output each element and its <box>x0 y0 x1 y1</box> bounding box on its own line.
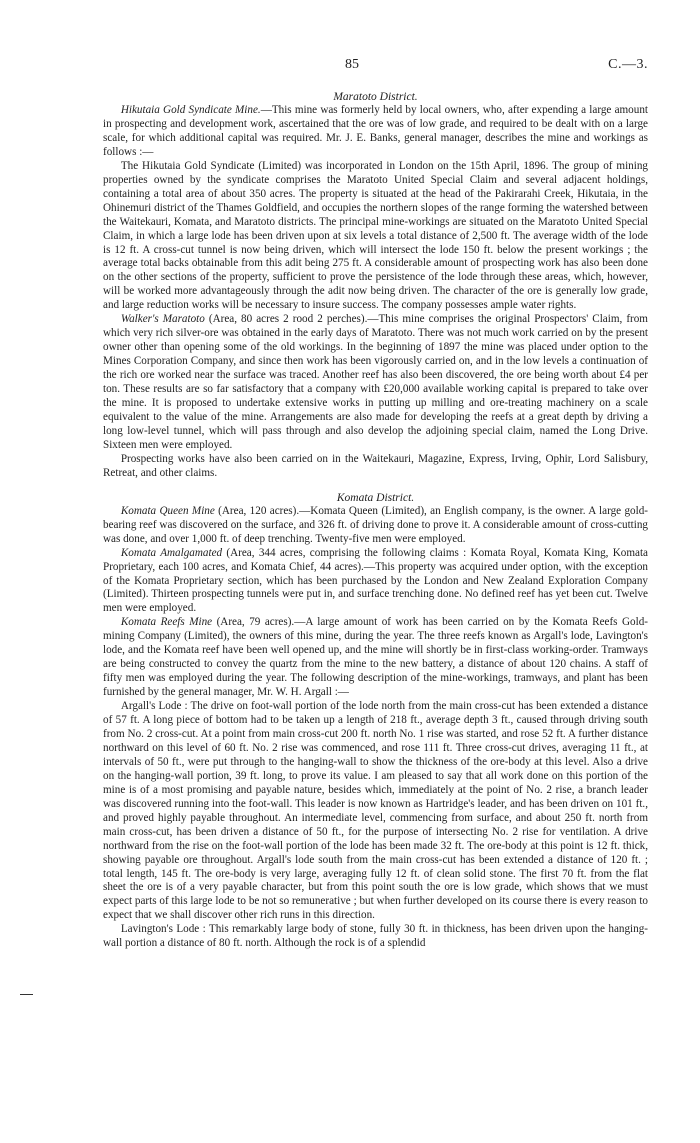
paragraph-argalls-lode <box>103 700 648 923</box>
paragraph-title: Walker's Maratoto <box>120 313 205 326</box>
paragraph-title: Hikutaia Gold Syndicate Mine. <box>120 104 261 116</box>
section-heading-maratoto: Maratoto District. <box>333 91 418 103</box>
paragraph-text: —This mine was formerly held by local owners, who, after expending a large amount in prospecting and development work, ascertained that the ore was of low grade, and required to be dealt with on a large scale, for which additional capital was required. Mr. J. E. Banks, general manager, describes the mine and workings as follows :— <box>103 104 648 158</box>
margin-mark <box>20 994 33 995</box>
paragraph-title: Komata Queen Mine <box>120 504 215 517</box>
paragraph-text: Prospecting works have also been carried on in the Waitekauri, Magazine, Express, Irving, Ophir, Lord Salisbury, Retreat, and other claims. <box>103 452 648 479</box>
paragraph-text: The Hikutaia Gold Syndicate (Limited) was incorporated in London on the 15th April, 1896. The group of mining properties owned by the syndicate comprises the Maratoto United Special Claim and several adjacent holdings, containing a total area of about 350 acres. The property is situated at the head of the Pakirarahi Creek, Hikutaia, in the Ohinemuri district of the Thames Goldfield, and occupies the northern slopes of the range forming the watershed between the Waitekauri, Komata, and Maratoto districts. The principal mine-workings are situated on the Maratoto United Special Claim, in which a large lode has been driven upon at six levels a total distance of 2,500 ft. The average width of the lode is 12 ft. A cross-cut tunnel is now being driven, which will intersect the lode 150 ft. below the present workings ; the average total backs obtainable from this adit being 275 ft. A considerable amount of prospecting work has also been done on the other sections of the property, sufficient to prove the persistence of the lode through these areas, which, however, will be worked more advantageously through the adit now being driven. The character of the ore is generally low grade, and large reduction works will be necessary to insure success. The company possesses ample water rights. <box>103 159 648 312</box>
paragraph-text: Lavington's Lode : This remarkably large body of stone, fully 30 ft. in thickness, has been driven upon the hanging-wall portion a distance of 80 ft. north. Although the rock is of a splendid <box>103 923 648 950</box>
paragraph-hikutaia-syndicate <box>103 160 648 313</box>
paragraph-text: (Area, 80 acres 2 rood 2 perches).—This mine comprises the original Prospectors' Claim, from which very rich silver-ore was obtained in the early days of Maratoto. There was not much work carried on by the present owner other than opening some of the old workings. In the beginning of 1897 the mine was placed under option to the Mines Corporation Company, and since then work has been vigorously carried on, and in the low levels a continuation of the rich ore worked near the surface was traced. Another reef has also been discovered, the ore being worth about £4 per ton. These results are so far satisfactory that a company with £20,000 available working capital is prepared to take over the mine. It is proposed to undertake extensive works in putting up milling and ore-treating machinery on a scale equivalent to the value of the mine. Arrangements are also made for developing the reefs at a great depth by driving a long low-level tunnel, which will pass through and also develop the adjoining special claim, named the Long Drive. Sixteen men were employed. <box>103 313 648 451</box>
paragraph-komata-queen <box>103 505 648 547</box>
paragraph-title: Komata Amalgamated <box>120 546 223 559</box>
section-heading-komata: Komata District. <box>336 491 415 504</box>
paragraph-text: (Area, 120 acres).—Komata Queen (Limited), an English company, is the owner. A large gold-bearing reef was discovered on the surface, and 326 ft. of driving done to prove it. A considerable amount of cross-cutting was done, and over 1,000 ft. of deep trenching. Twenty-five men were employed. <box>103 504 648 545</box>
paragraph-text: (Area, 344 acres, comprising the following claims : Komata Royal, Komata King, Komata Proprietary, each 100 acres, and Komata Chief, 44 acres).—This property was acquired under option, with the exception of the Komata Proprietary section, which has been purchased by the London and New Zealand Exploration Company (Limited). Thirteen prospecting tunnels were put in, and surface trenching done. No defined reef has yet been cut. Twelve men were employed. <box>103 546 648 615</box>
document-reference: C.—3. <box>608 57 648 72</box>
paragraph-text: (Area, 79 acres).—A large amount of work has been carried on by the Komata Reefs Gold-mining Company (Limited), the owners of this mine, during the year. The three reefs known as Argall's lode, Lavington's lode, and the Komata reef have been well opened up, and the mine will shortly be in first-class working-order. Tramways are being constructed to convey the quartz from the mine to the new battery, a distance of about 120 chains. A staff of fifty men was employed during the year. The following description of the mine-workings, tramways, and plant has been furnished by the general manager, Mr. W. H. Argall :— <box>103 616 648 699</box>
paragraph-prospecting-works <box>103 453 648 481</box>
paragraph-title: Komata Reefs Mine <box>120 616 213 629</box>
paragraph-komata-reefs <box>103 616 648 700</box>
paragraph-text: Argall's Lode : The drive on foot-wall portion of the lode north from the main cross-cut has been extended a distance of 57 ft. A long piece of bottom had to be taken up a length of 218 ft., average depth 3 ft., caused through driving south from No. 2 cross-cut. At a point from main cross-cut 200 ft. north No. 1 rise was started, and rose 52 ft. A further distance northward on this level of 60 ft. No. 2 rise was commenced, and rose 111 ft. Three cross-cut drives, averaging 11 ft., at intervals of 50 ft., were put through to the hanging-wall to show the thickness of the ore-body at this level. Also a drive on the hanging-wall portion, 39 ft. long, to prove its value. I am pleased to say that all work done on this portion of the mine is of a most promising and payable nature, besides which, immediately at the point of No. 2 rise, a branch leader was discovered running into the foot-wall. This leader is now known as Hartridge's leader, and has been driven on 101 ft., and proved highly payable throughout. An intermediate level, commencing from surface, and about 250 ft. north from main cross-cut, has been driven a distance of 50 ft., for the purpose of intersecting No. 2 rise for ventilation. A drive northward from the rise on the foot-wall portion of the lode has been made 32 ft. The ore-body at this point is 12 ft. thick, showing payable ore throughout. Argall's lode south from the main cross-cut has been extended a distance of 120 ft. ; total length, 145 ft. The ore-body is very large, averaging fully 12 ft. of clean solid stone. The first 70 ft. from the flat sheet the ore is of a very payable character, but from this point south the ore is low grade, which shows that we must expect parts of this large lode to be not so remunerative ; but when further developed on its course there is every reason to expect that we shall discover other rich runs in this direction. <box>103 700 648 922</box>
page-body <box>103 90 648 951</box>
page-number: 85 <box>345 57 359 72</box>
running-header <box>0 58 700 74</box>
paragraph-walkers-maratoto <box>103 313 648 453</box>
paragraph-hikutaia-mine <box>103 104 648 160</box>
paragraph-komata-amalgamated <box>103 547 648 617</box>
section-spacer <box>103 481 648 491</box>
paragraph-lavingtons-lode <box>103 923 648 951</box>
